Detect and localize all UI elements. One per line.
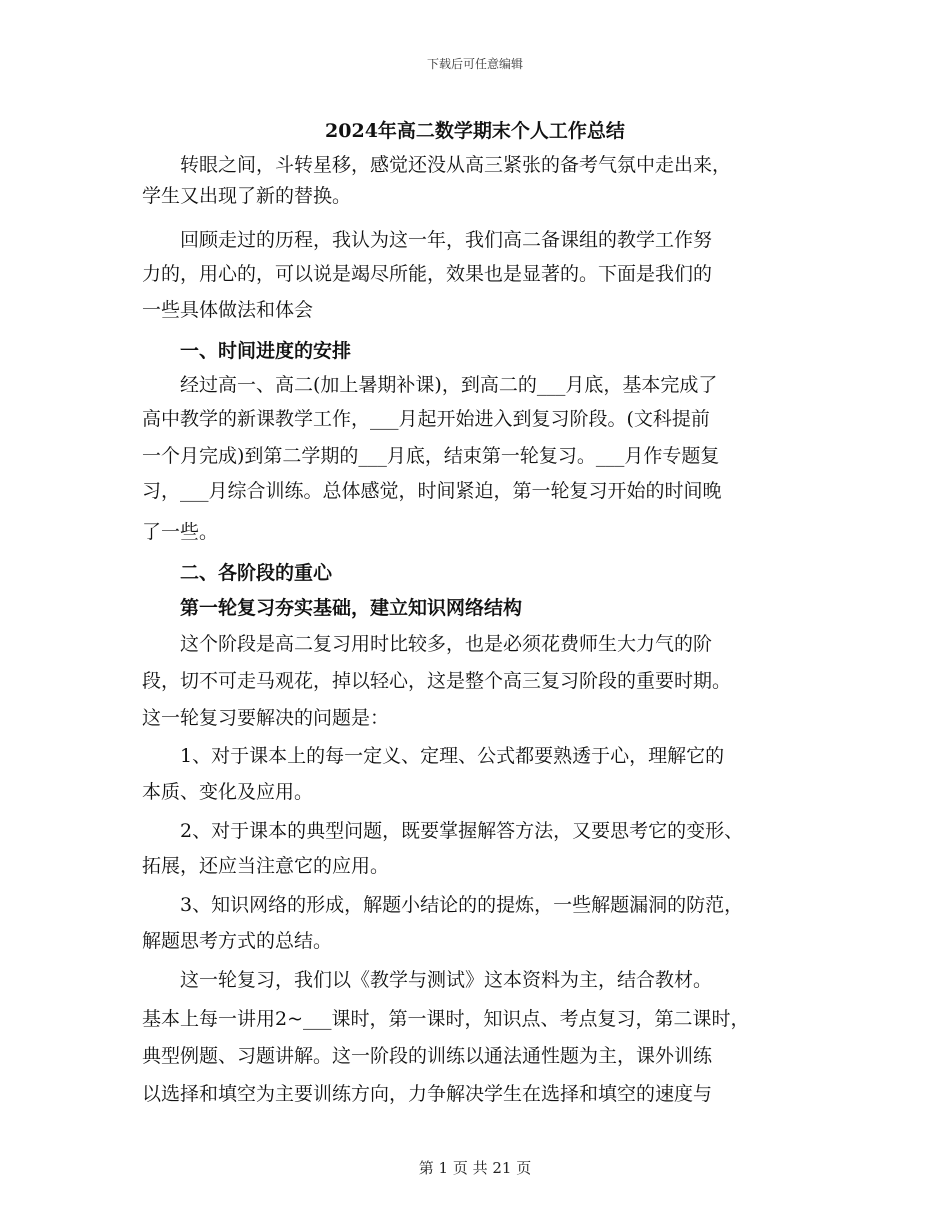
section-heading: 二、各阶段的重心 xyxy=(142,562,333,584)
paragraph-line: 3、知识网络的形成，解题小结论的的提炼，一些解题漏洞的防范， xyxy=(142,894,744,916)
paragraph-line: 段，切不可走马观花，掉以轻心，这是整个高三复习阶段的重要时期。 xyxy=(142,670,732,692)
paragraph-line: 解题思考方式的总结。 xyxy=(142,930,333,952)
paragraph-line: 习，___月综合训练。总体感觉，时间紧迫，第一轮复习开始的时间晚 xyxy=(142,480,722,502)
section-heading: 第一轮复习夯实基础，建立知识网络结构 xyxy=(142,597,523,619)
paragraph-line: 了一些。 xyxy=(142,521,219,543)
paragraph-line: 典型例题、习题讲解。这一阶段的训练以通法通性题为主，课外训练 xyxy=(142,1045,713,1067)
paragraph-line: 这个阶段是高二复习用时比较多，也是必须花费师生大力气的阶 xyxy=(142,633,713,655)
paragraph-line: 经过高一、高二(加上暑期补课)，到高二的___月底，基本完成了 xyxy=(142,374,718,396)
paragraph-line: 以选择和填空为主要训练方向，力争解决学生在选择和填空的速度与 xyxy=(142,1083,713,1105)
paragraph-line: 这一轮复习，我们以《教学与测试》这本资料为主，结合教材。 xyxy=(142,969,713,991)
paragraph-line: 转眼之间，斗转星移，感觉还没从高三紧张的备考气氛中走出来， xyxy=(142,154,732,176)
paragraph-line: 拓展，还应当注意它的应用。 xyxy=(142,855,390,877)
paragraph-line: 1、对于课本上的每一定义、定理、公式都要熟透于心，理解它的 xyxy=(142,745,725,767)
paragraph-line: 2、对于课本的典型问题，既要掌握解答方法，又要思考它的变形、 xyxy=(142,820,744,842)
paragraph-line: 这一轮复习要解决的问题是： xyxy=(142,707,390,729)
paragraph-line: 一个月完成)到第二学期的___月底，结束第一轮复习。___月作专题复 xyxy=(142,445,720,467)
page-footer: 第 1 页 共 21 页 xyxy=(418,1159,532,1177)
paragraph-line: 高中教学的新课教学工作，___月起开始进入到复习阶段。(文科提前 xyxy=(142,408,710,430)
paragraph-line: 学生又出现了新的替换。 xyxy=(142,185,352,207)
paragraph-line: 基本上每一讲用2~___课时，第一课时，知识点、考点复习，第二课时， xyxy=(142,1008,750,1030)
paragraph-line: 一些具体做法和体会 xyxy=(142,299,314,321)
document-title: 2024年高二数学期末个人工作总结 xyxy=(325,120,625,142)
paragraph-line: 力的，用心的，可以说是竭尽所能，效果也是显著的。下面是我们的 xyxy=(142,263,713,285)
paragraph-line: 回顾走过的历程，我认为这一年，我们高二备课组的教学工作努 xyxy=(142,229,713,251)
page-header: 下载后可任意编辑 xyxy=(426,57,523,71)
paragraph-line: 本质、变化及应用。 xyxy=(142,781,314,803)
section-heading: 一、时间进度的安排 xyxy=(142,340,352,362)
